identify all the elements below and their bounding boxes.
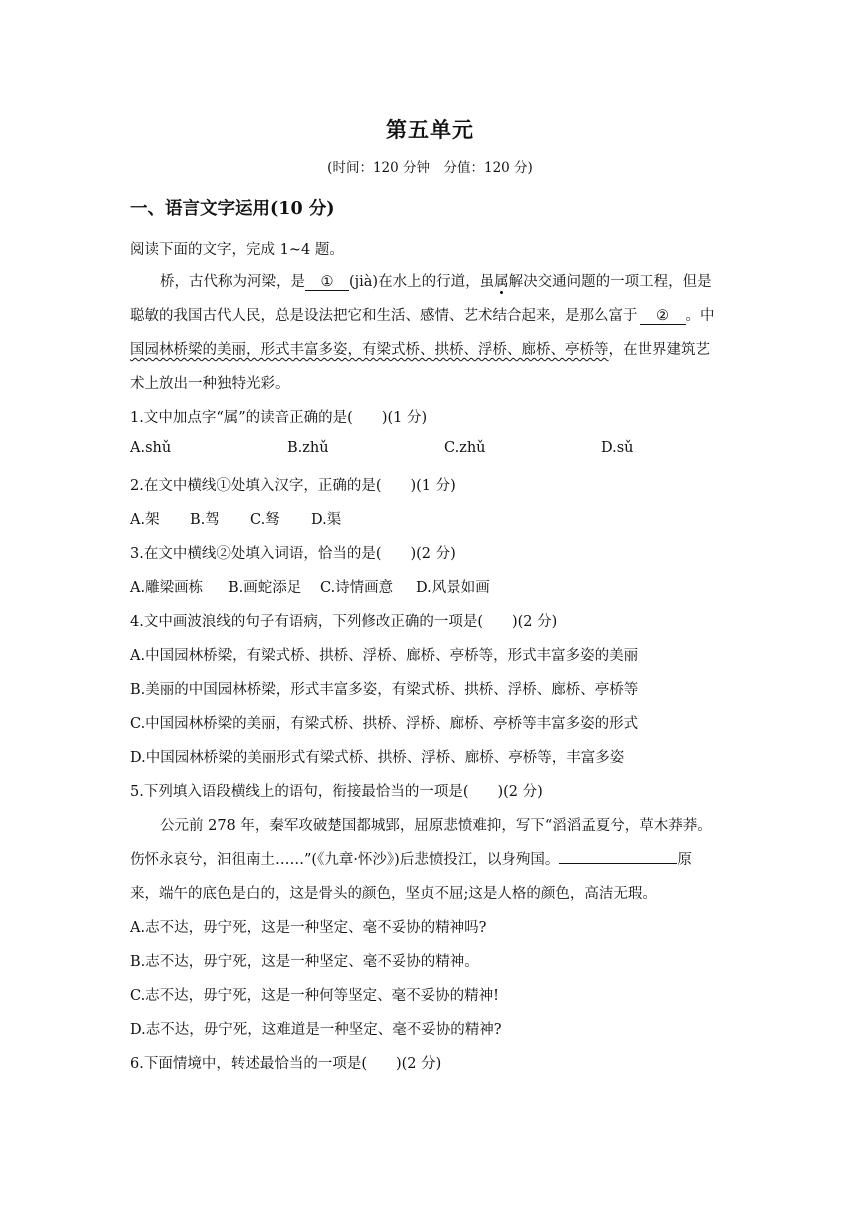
passage-text: 。 [685, 308, 700, 324]
passage-line-1 [160, 270, 712, 291]
option-d: D.志不达，毋宁死，这难道是一种坚定、毫不妥协的精神? [130, 1022, 502, 1038]
option-d: D.中国园林桥梁的美丽形式有梁式桥、拱桥、浮桥、廊桥、亭桥等，丰富多姿 [130, 750, 625, 766]
option-c: C.驽 [250, 512, 280, 528]
passage-text: 聪敏的我国古代人民，总是设法把它和生活、感情、艺术结合起来，是那么富于 [130, 308, 638, 324]
option-c: C.诗情画意 [320, 580, 394, 596]
passage-text: 伤怀永哀兮，汩徂南土……”(《九章·怀沙》)后悲愤投江，以身殉国。 [130, 852, 560, 868]
page-title: 第五单元 [386, 117, 474, 142]
option-b: B.驾 [190, 512, 220, 528]
question-3-stem: 3.在文中横线②处填入词语，恰当的是( )(2 分) [130, 546, 456, 562]
option-c: C.中国园林桥梁的美丽，有梁式桥、拱桥、浮桥、廊桥、亭桥等丰富多姿的形式 [130, 716, 639, 732]
passage-text: ，在世界建筑艺 [608, 342, 710, 358]
question-4-stem: 4.文中画波浪线的句子有语病，下列修改正确的一项是( )(2 分) [130, 614, 558, 630]
option-b: B.志不达，毋宁死，这是一种坚定、毫不妥协的精神。 [130, 954, 479, 970]
wavy-sentence: 国园林桥梁的美丽，形式丰富多姿，有梁式桥、拱桥、浮桥、廊桥、亭桥等 [130, 342, 609, 358]
passage-text: (jià)在水上的行道，虽 [349, 274, 495, 290]
question-6-stem: 6.下面情境中，转述最恰当的一项是( )(2 分) [130, 1056, 442, 1072]
question-2-options [130, 508, 730, 528]
exam-info: (时间：120 分钟 分值：120 分) [327, 160, 533, 176]
option-d: D.sǔ [601, 440, 634, 456]
option-a: A.中国园林桥梁，有梁式桥、拱桥、浮桥、廊桥、亭桥等，形式丰富多姿的美丽 [130, 648, 639, 664]
passage-text: 解决交通问题的一项工程，但是 [508, 274, 712, 290]
passage-text: 桥，古代称为河梁，是 [160, 274, 305, 290]
question-5-stem: 5.下列填入语段横线上的语句，衔接最恰当的一项是( )(2 分) [130, 784, 543, 800]
option-a: A.志不达，毋宁死，这是一种坚定、毫不妥协的精神吗? [130, 920, 487, 936]
question-1-options [130, 440, 730, 460]
option-d: D.风景如画 [416, 580, 490, 596]
option-c: C.zhǔ [444, 440, 486, 456]
passage-text: 原 [677, 852, 692, 868]
q5-passage-line-3: 来，端午的底色是白的，这是骨头的颜色，坚贞不屈;这是人格的颜色，高洁无瑕。 [130, 886, 657, 902]
question-3-options [130, 576, 730, 596]
option-b: B.zhǔ [287, 440, 329, 456]
question-1-stem: 1.文中加点字“属”的读音正确的是( )(1 分) [130, 410, 428, 426]
passage-line-4: 术上放出一种独特光彩。 [130, 376, 290, 392]
option-c: C.志不达，毋宁死，这是一种何等坚定、毫不妥协的精神! [130, 988, 500, 1004]
option-d: D.渠 [311, 512, 342, 528]
answer-blank [559, 849, 677, 864]
option-b: B.画蛇添足 [228, 580, 302, 596]
instruction: 阅读下面的文字，完成 1~4 题。 [130, 242, 344, 258]
question-2-stem: 2.在文中横线①处填入汉字，正确的是( )(1 分) [130, 478, 456, 494]
q5-passage-line-2 [130, 848, 692, 869]
passage-line-3 [130, 338, 710, 359]
blank-1: ① [305, 274, 349, 291]
dotted-char: 属 [494, 274, 509, 290]
passage-line-2 [130, 304, 715, 325]
option-a: A.架 [130, 512, 160, 528]
option-a: A.雕梁画栋 [130, 580, 204, 596]
section-heading: 一、语言文字运用(10 分) [130, 199, 335, 219]
option-a: A.shǔ [130, 440, 172, 456]
q5-passage-line-1: 公元前 278 年，秦军攻破楚国都城郢，屈原悲愤难抑，写下“滔滔孟夏兮，草木莽莽。 [160, 818, 712, 834]
blank-2: ② [640, 308, 686, 325]
option-b: B.美丽的中国园林桥梁，形式丰富多姿，有梁式桥、拱桥、浮桥、廊桥、亭桥等 [130, 682, 639, 698]
passage-text: 中 [700, 308, 715, 324]
